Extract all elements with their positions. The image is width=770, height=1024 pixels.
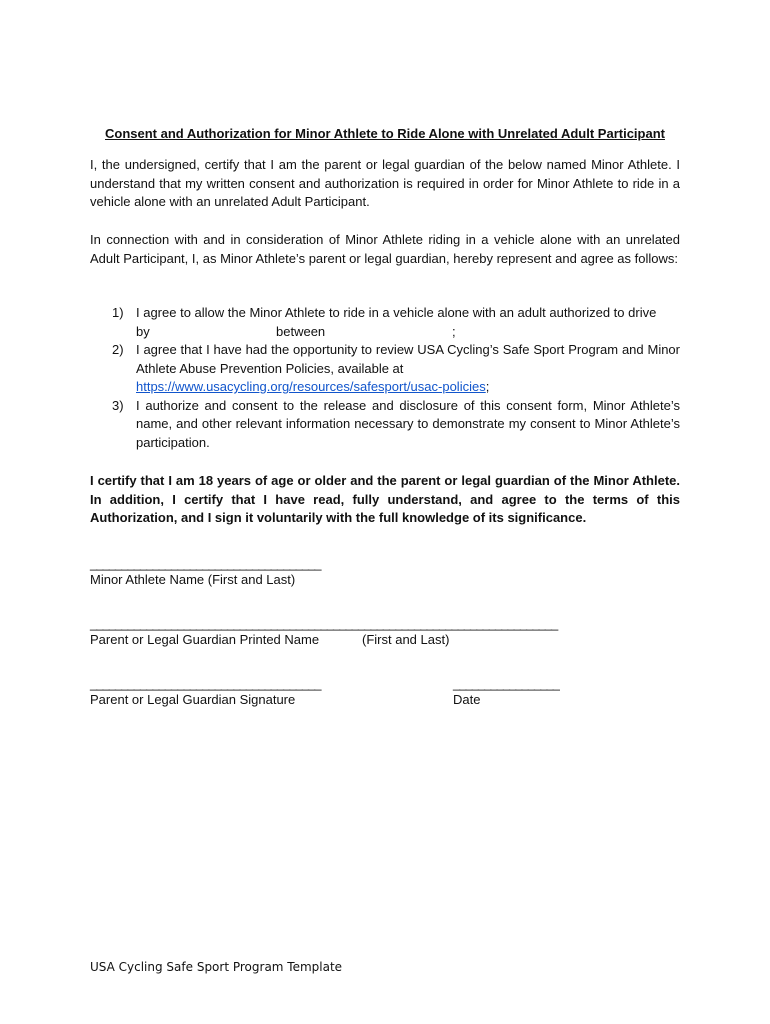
item-end-punctuation: ; [485, 379, 490, 394]
page-footer: USA Cycling Safe Sport Program Template [90, 960, 343, 974]
by-label: by [136, 323, 150, 339]
connection-paragraph: In connection with and in consideration of Minor Athlete riding in a vehicle alone with an unrelated Adult Participant, I, as Minor Athlete’s parent or legal guardian, hereby represent and agree as follows: [90, 232, 680, 266]
parent-name-line[interactable]: ___________________________________________________________________________ [90, 616, 558, 631]
list-item-text: I agree to allow the Minor Athlete to ride in a vehicle alone with an adult authorized to drive [136, 305, 657, 320]
agreement-list [90, 304, 680, 452]
list-item-number: 2) [112, 342, 124, 357]
list-item-number: 1) [112, 305, 124, 320]
list-item [90, 397, 680, 453]
list-item [90, 304, 680, 341]
date-label: Date [453, 692, 481, 707]
date-line[interactable]: _________________ [453, 676, 559, 691]
intro-paragraph: I, the undersigned, certify that I am the parent or legal guardian of the below named Minor Athlete. I understand that my written consent and authorization is required in order for Minor Athlete to ride in a vehicle alone with an unrelated Adult Participant. [90, 157, 680, 209]
item-end-punctuation: ; [452, 323, 456, 339]
certification-statement: I certify that I am 18 years of age or older and the parent or legal guardian of the Minor Athlete. In addition, I certify that I have read, fully understand, and agree to the terms of this Authorization, and I sign it voluntarily with the full knowledge of its significance. [90, 473, 680, 525]
list-item-number: 3) [112, 397, 124, 413]
signature-label: Parent or Legal Guardian Signature [90, 692, 296, 707]
between-label: between [276, 323, 326, 339]
list-item-text: I agree that I have had the opportunity to review USA Cycling’s Safe Sport Program and Minor Athlete Abuse Prevention Policies, available at [136, 342, 680, 376]
parent-name-suffix: (First and Last) [362, 632, 450, 647]
list-item [90, 341, 680, 397]
parent-name-label: Parent or Legal Guardian Printed Name [90, 632, 320, 647]
list-item-text: I authorize and consent to the release and disclosure of this consent form, Minor Athlete’s name, and other relevant information necessary to demonstrate my consent to Minor Athlete’s participation. [136, 397, 680, 450]
document-title: Consent and Authorization for Minor Athlete to Ride Alone with Unrelated Adult Participant [105, 126, 665, 141]
minor-name-line[interactable]: _____________________________________ [90, 556, 321, 571]
driver-blank-row [136, 323, 680, 342]
policies-link[interactable]: https://www.usacycling.org/resources/safesport/usac-policies [136, 379, 486, 394]
signature-line[interactable]: _____________________________________ [90, 676, 321, 691]
minor-name-label: Minor Athlete Name (First and Last) [90, 572, 296, 587]
